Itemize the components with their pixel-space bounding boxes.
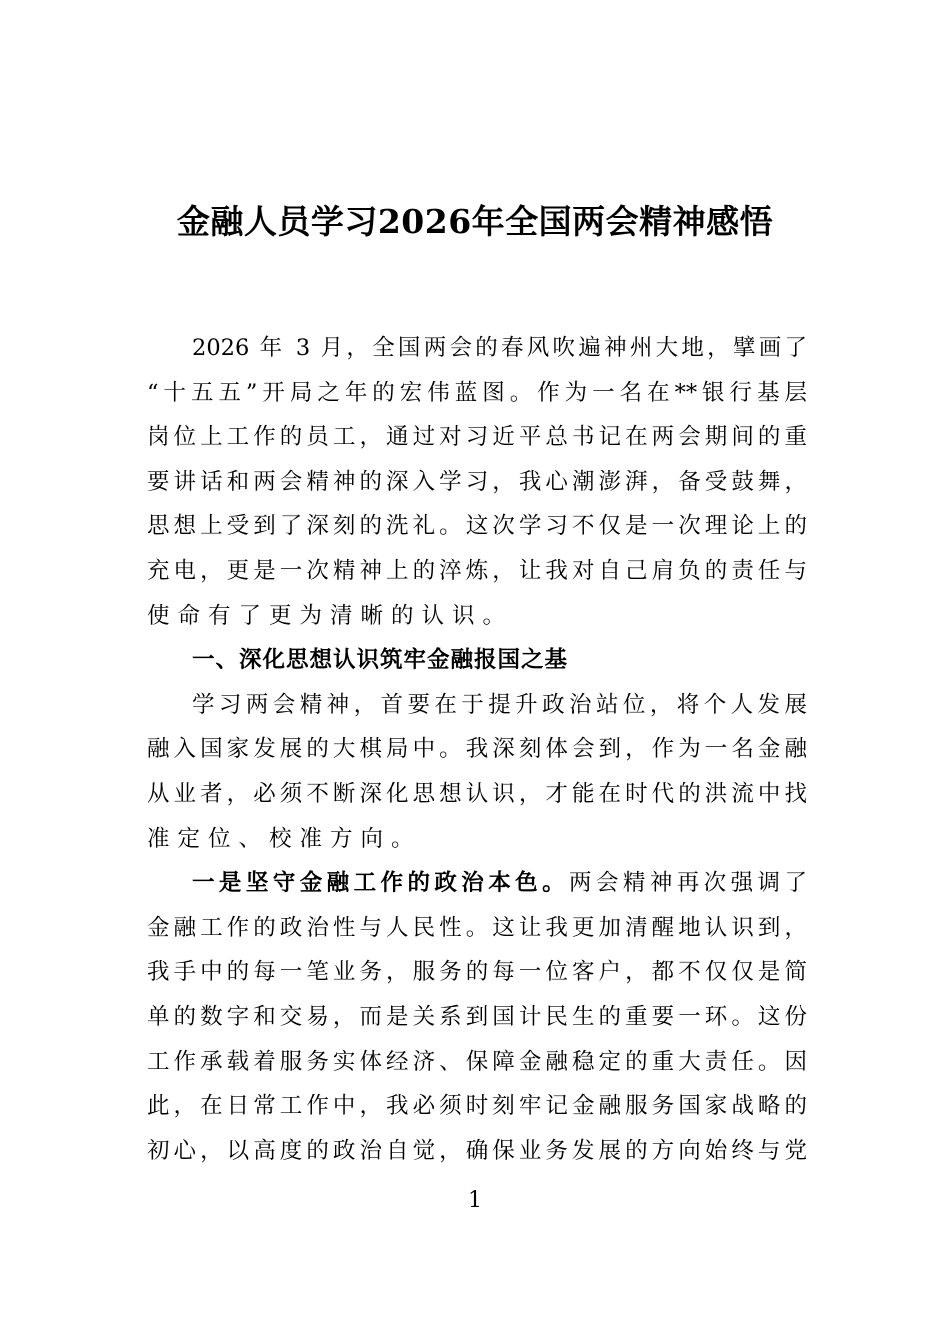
point-heading: 一是坚守金融工作的政治本色。 <box>192 870 570 897</box>
text-line: 学习两会精神，首要在于提升政治站位，将个人发展 <box>192 691 807 718</box>
text-line: 工作承载着服务实体经济、保障金融稳定的重大责任。因 <box>147 1048 807 1075</box>
document-body <box>147 326 807 1173</box>
paragraph-point1 <box>147 861 807 1173</box>
paragraph-section1 <box>147 683 807 861</box>
text-line: 准定位、校准方向。 <box>147 825 422 852</box>
paragraph-intro <box>147 326 807 638</box>
text-line: “十五五”开局之年的宏伟蓝图。作为一名在**银行基层 <box>147 379 807 406</box>
text-line: 要讲话和两会精神的深入学习，我心潮澎湃，备受鼓舞， <box>147 468 807 495</box>
text-line: 此，在日常工作中，我必须时刻牢记金融服务国家战略的 <box>147 1093 807 1120</box>
text-run: 两会精神再次强调了 <box>569 870 807 897</box>
text-line: 金融工作的政治性与人民性。这让我更加清醒地认识到， <box>147 914 807 941</box>
document-title: 金融人员学习2026年全国两会精神感悟 <box>176 202 774 241</box>
text-line: 岗位上工作的员工，通过对习近平总书记在两会期间的重 <box>147 424 807 451</box>
section-heading: 一、深化思想认识筑牢金融报国之基 <box>192 647 569 674</box>
text-line: 使命有了更为清晰的认识。 <box>147 602 514 629</box>
text-line: 思想上受到了深刻的洗礼。这次学习不仅是一次理论上的 <box>147 513 807 540</box>
text-line: 充电，更是一次精神上的淬炼，让我对自己肩负的责任与 <box>147 557 807 584</box>
text-line: 我手中的每一笔业务，服务的每一位客户，都不仅仅是简 <box>147 959 807 986</box>
text-line: 单的数字和交易，而是关系到国计民生的重要一环。这份 <box>147 1003 807 1030</box>
text-line: 初心，以高度的政治自觉，确保业务发展的方向始终与党 <box>147 1137 807 1164</box>
text-line: 融入国家发展的大棋局中。我深刻体会到，作为一名金融 <box>147 736 807 763</box>
page-number: 1 <box>468 1188 482 1213</box>
text-line: 2026 年 3 月，全国两会的春风吹遍神州大地，擘画了 <box>192 335 807 361</box>
text-line: 从业者，必须不断深化思想认识，才能在时代的洪流中找 <box>147 780 807 807</box>
text-line <box>147 861 807 906</box>
